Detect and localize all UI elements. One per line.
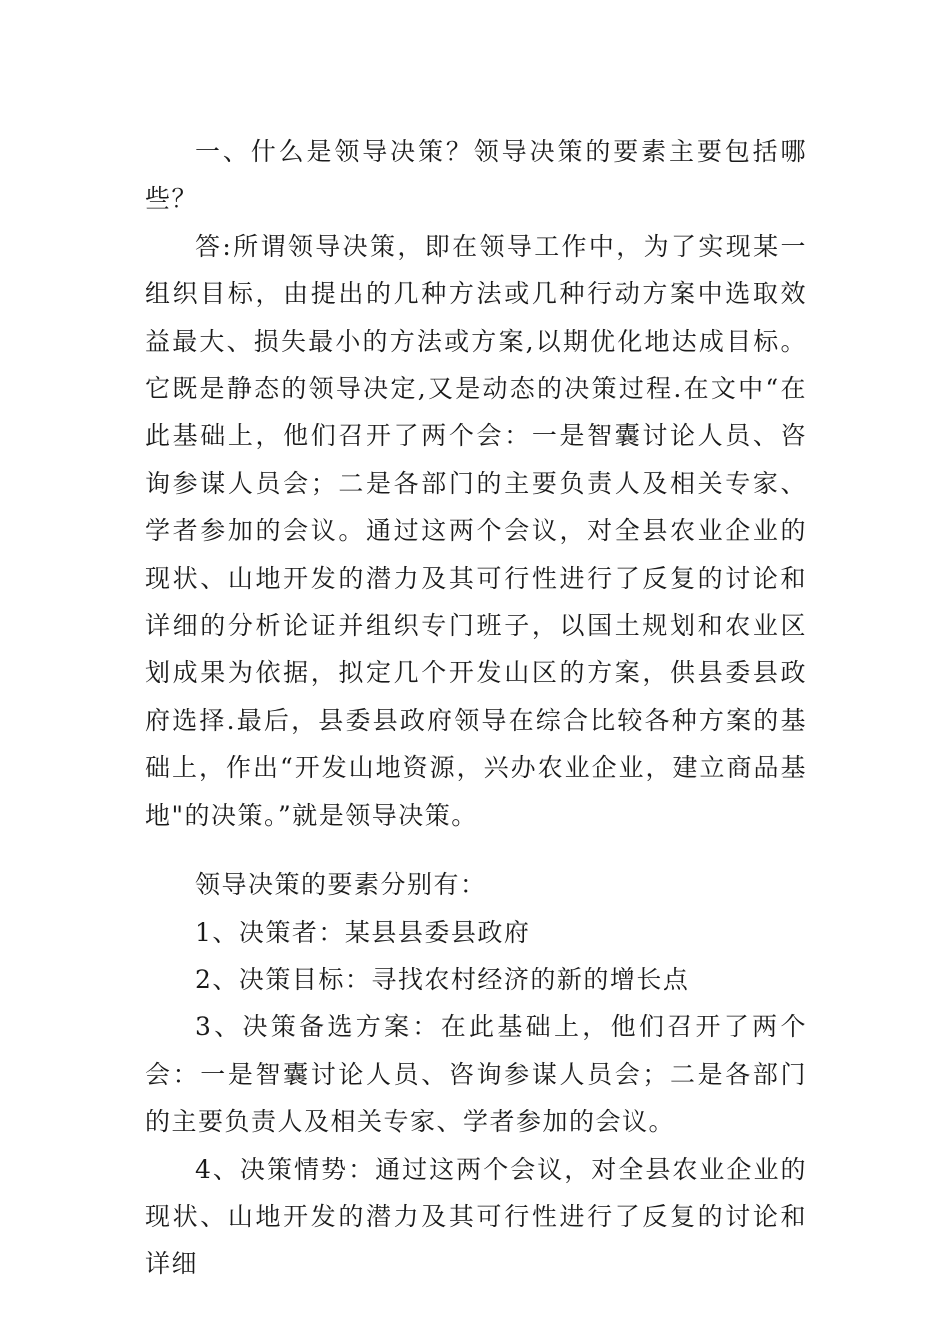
elements-intro: 领导决策的要素分别有： bbox=[195, 870, 487, 900]
element-item-situation: 4、决策情势：通过这两个会议，对全县农业企业的现状、山地开发的潜力及其可行性进行了反复的讨论和详细 bbox=[145, 1154, 807, 1279]
element-item-alternatives: 3、决策备选方案：在此基础上，他们召开了两个会：一是智囊讨论人员、咨询参谋人员会；二是各部门的主要负责人及相关专家、学者参加的会议。 bbox=[145, 1012, 807, 1137]
question-heading: 一、什么是领导决策？领导决策的要素主要包括哪些？ bbox=[145, 137, 807, 214]
element-item-decision-goal: 2、决策目标：寻找农村经济的新的增长点 bbox=[195, 964, 690, 994]
answer-paragraph: 答:所谓领导决策，即在领导工作中，为了实现某一组织目标，由提出的几种方法或几种行动方案中选取效益最大、损失最小的方法或方案,以期优化地达成目标。它既是静态的领导决定,又是动态的决策过程.在文中“在此基础上，他们召开了两个会：一是智囊讨论人员、咨询参谋人员会；二是各部门的主要负责人及相关专家、学者参加的会议。通过这两个会议，对全县农业企业的现状、山地开发的潜力及其可行性进行了反复的讨论和详细的分析论证并组织专门班子，以国土规划和农业区划成果为依据，拟定几个开发山区的方案，供县委县政府选择.最后，县委县政府领导在综合比较各种方案的基础上，作出“开发山地资源，兴办农业企业，建立商品基地"的决策。”就是领导决策。 bbox=[145, 231, 807, 830]
element-item-decision-maker: 1、决策者：某县县委县政府 bbox=[195, 917, 531, 947]
document-body bbox=[145, 128, 807, 1288]
